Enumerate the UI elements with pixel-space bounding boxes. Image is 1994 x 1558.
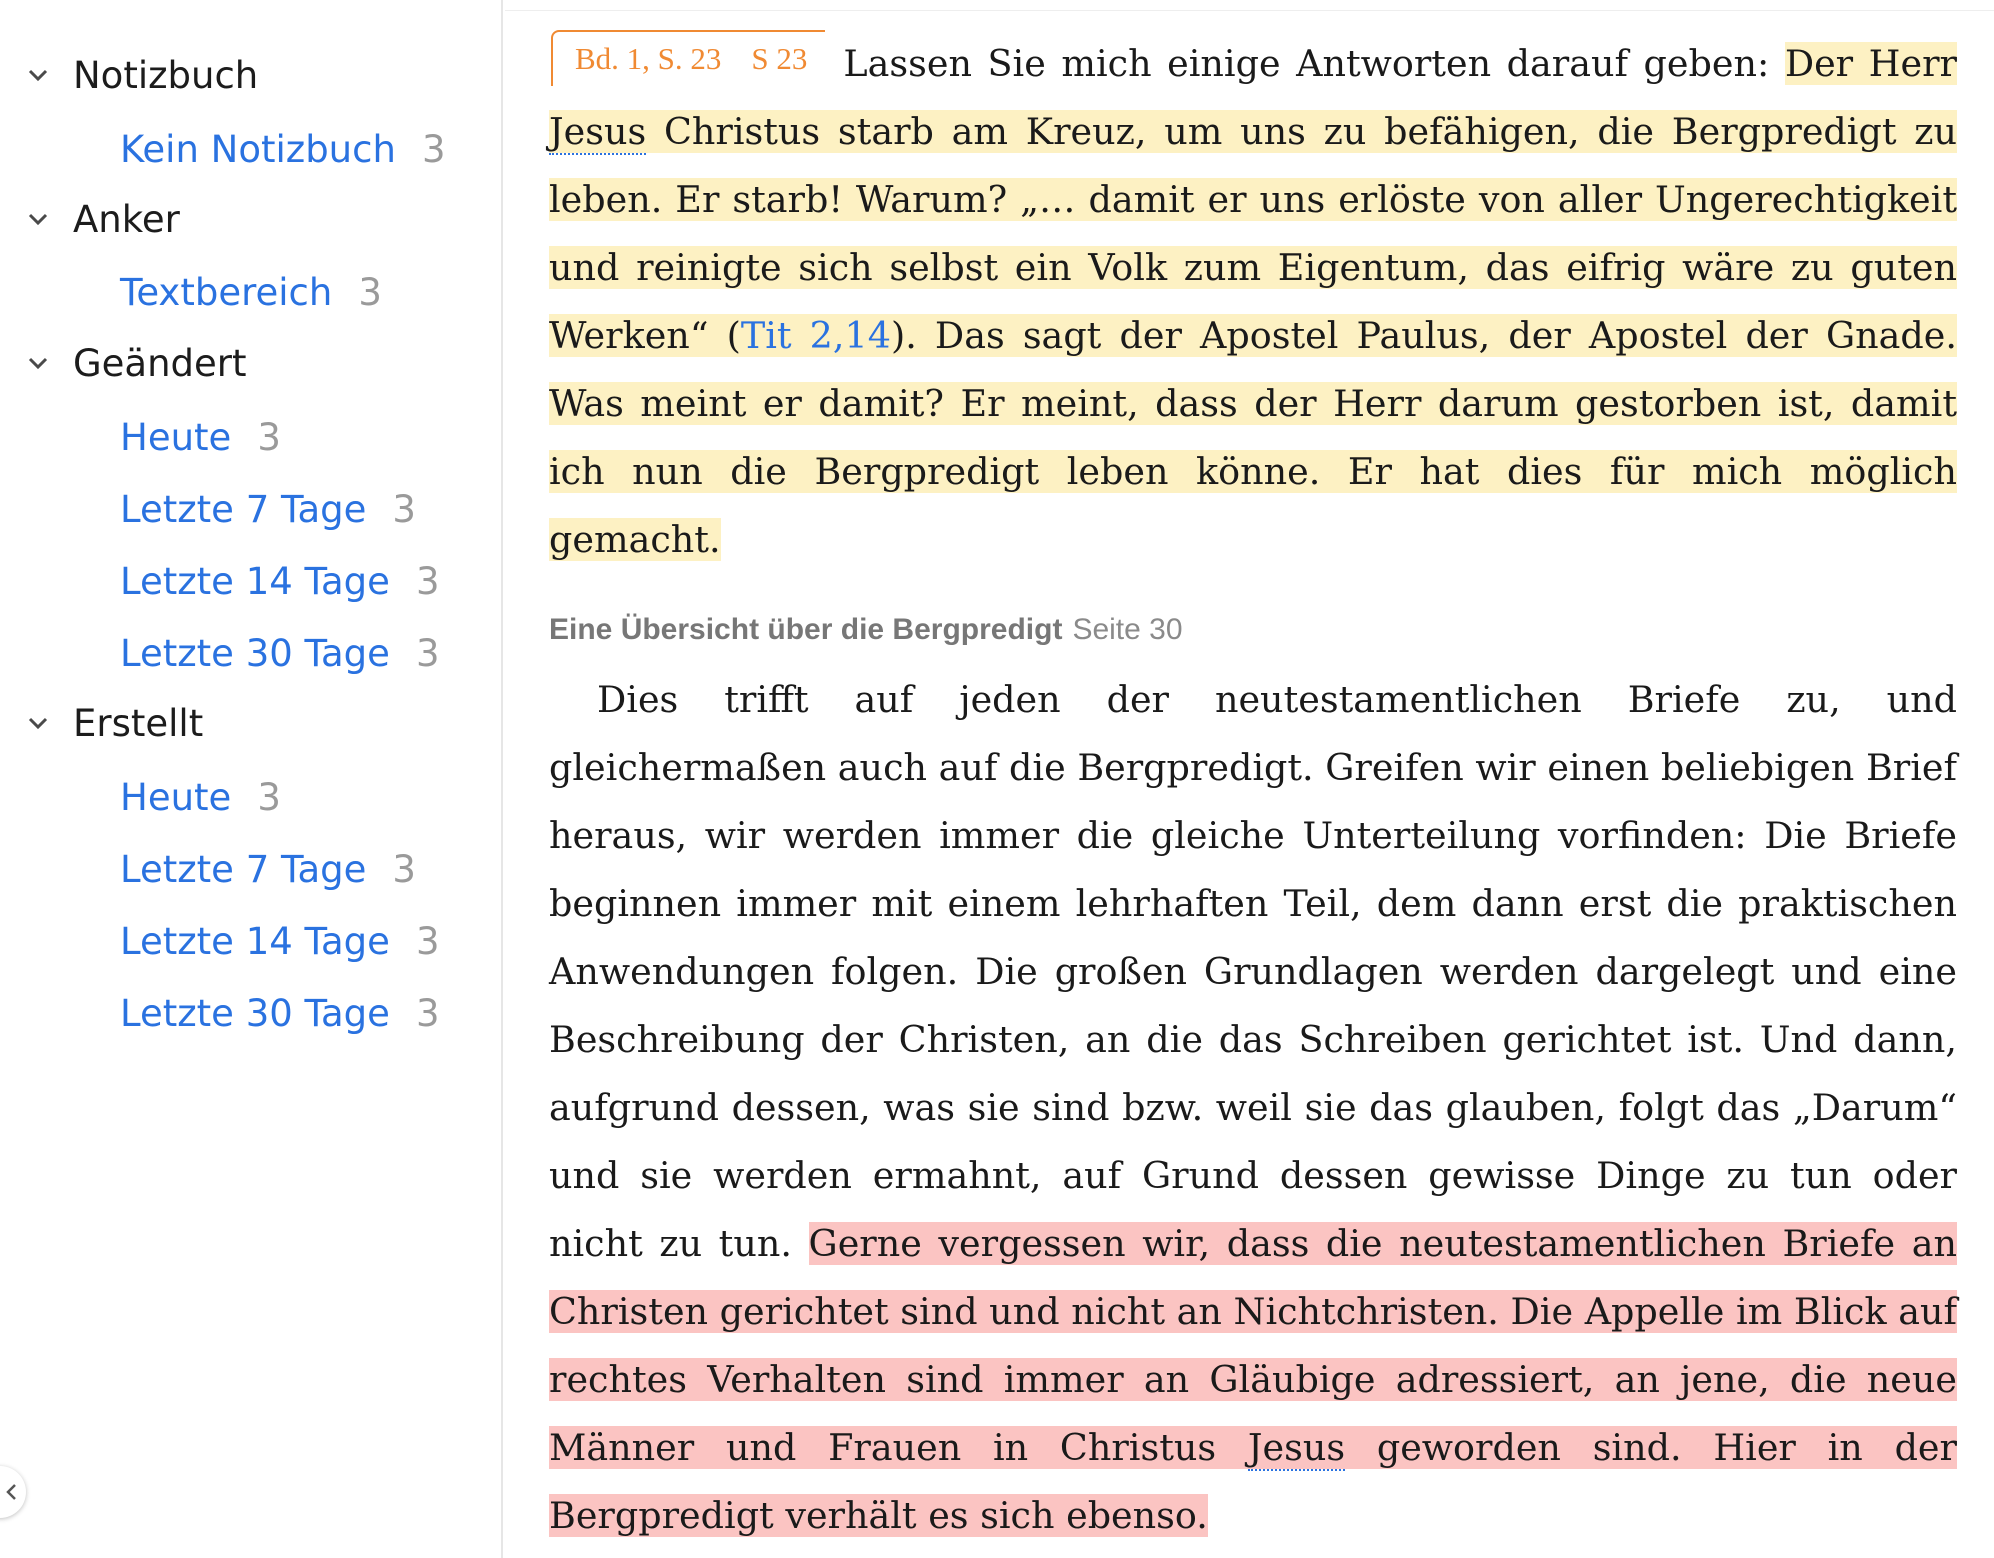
- intro-text: Lassen Sie mich einige Antworten darauf geben:: [843, 42, 1770, 85]
- sidebar-item-label: Heute: [120, 415, 232, 459]
- item-count: 3: [415, 631, 440, 675]
- paragraph-2: [549, 666, 1957, 1550]
- collapse-sidebar-button[interactable]: [0, 1466, 26, 1518]
- sidebar-item-label: Kein Notizbuch: [120, 127, 396, 171]
- highlight-yellow[interactable]: [549, 42, 1957, 561]
- sidebar-item-label: Letzte 7 Tage: [120, 847, 367, 891]
- highlight-text: Gerne vergessen wir, dass die neutestamentlichen Briefe an Christen gerichtet sind und nicht an Nichtchristen. Die Appelle im Blick auf rechtes Verhalten sind immer an Gläubige adressiert, an jene, die neue Männer und Frauen in Christus: [549, 1222, 1957, 1469]
- sidebar-item-geaendert-heute[interactable]: [120, 412, 281, 462]
- sidebar-item-erstellt-heute[interactable]: [120, 772, 281, 822]
- paragraph-1: [549, 30, 1957, 574]
- sidebar-item-label: Letzte 14 Tage: [120, 919, 390, 963]
- group-anker[interactable]: [25, 194, 180, 244]
- scroll-top-edge: [505, 0, 1994, 11]
- sidebar-item-label: Letzte 30 Tage: [120, 631, 390, 675]
- group-notizbuch[interactable]: [25, 50, 258, 100]
- item-count: 3: [257, 415, 281, 459]
- item-count: 3: [257, 775, 281, 819]
- sidebar-item-label: Letzte 30 Tage: [120, 991, 390, 1035]
- sidebar-item-geaendert-14-tage[interactable]: [120, 556, 439, 606]
- group-title: Notizbuch: [73, 53, 259, 97]
- item-count: 3: [415, 919, 440, 963]
- item-count: 3: [415, 991, 440, 1035]
- group-title: Anker: [73, 197, 180, 241]
- scripture-reference-link[interactable]: Tit 2,14: [740, 314, 891, 357]
- sidebar-item-label: Letzte 7 Tage: [120, 487, 367, 531]
- item-count: 3: [421, 127, 446, 171]
- group-title: Erstellt: [73, 701, 204, 745]
- group-geaendert[interactable]: [25, 338, 247, 388]
- item-count: 3: [415, 559, 440, 603]
- section-title: Eine Übersicht über die Bergpredigt: [549, 613, 1063, 646]
- sidebar-item-kein-notizbuch[interactable]: [120, 124, 445, 174]
- item-count: 3: [358, 270, 382, 314]
- sidebar-item-label: Textbereich: [120, 270, 333, 314]
- highlight-red[interactable]: [549, 1222, 1957, 1537]
- term-link-jesus[interactable]: Jesus: [1247, 1426, 1346, 1469]
- section-heading: [549, 608, 1183, 652]
- highlight-text: geworden sind. Hier in der Bergpredigt verhält es sich ebenso.: [549, 1426, 1957, 1537]
- sidebar-item-textbereich[interactable]: [120, 267, 382, 317]
- highlight-text: Der Herr: [1784, 42, 1957, 85]
- sidebar-item-erstellt-30-tage[interactable]: [120, 988, 439, 1038]
- sidebar-item-geaendert-30-tage[interactable]: [120, 628, 439, 678]
- highlight-text: ). Das sagt der Apostel Paulus, der Apostel der Gnade. Was meint er damit? Er meint, dass der Herr darum gestorben ist, damit ich nun die Bergpredigt leben könne. Er hat dies für mich möglich gemacht.: [549, 314, 1957, 561]
- reader-pane: [505, 0, 1994, 1558]
- page-number: 23: [776, 41, 808, 76]
- sidebar-item-label: Heute: [120, 775, 232, 819]
- highlight-text: Christus starb am Kreuz, um uns zu befähigen, die Bergpredigt zu leben. Er starb! Warum? „… damit er uns erlöste von aller Ungerechtigkeit und reinigte sich selbst ein Volk zum Eigentum, das eifrig wäre zu guten Werken“ (: [549, 110, 1957, 357]
- page-reference-badge[interactable]: [551, 30, 825, 86]
- chevron-down-icon[interactable]: [25, 62, 51, 88]
- chevron-down-icon[interactable]: [25, 710, 51, 736]
- chevron-down-icon[interactable]: [25, 206, 51, 232]
- plain-text: Dies trifft auf jeden der neutestamentlichen Briefe zu, und gleichermaßen auch auf die Bergpredigt. Greifen wir einen beliebigen Brief heraus, wir werden immer die gleiche Unterteilung vorfinden: Die Briefe beginnen immer mit einem lehrhaften Teil, dem dann erst die praktischen Anwendungen folgen. Die großen Grundlagen werden dargelegt und eine Beschreibung der Christen, an die das Schreiben gerichtet ist. Und dann, aufgrund dessen, was sie sind bzw. weil sie das glauben, folgt das „Darum“ und sie werden ermahnt, auf Grund dessen gewisse Dinge zu tun oder nicht zu tun.: [549, 678, 1957, 1265]
- item-count: 3: [392, 487, 416, 531]
- chevron-left-icon: [4, 1482, 18, 1502]
- sidebar-item-geaendert-7-tage[interactable]: [120, 484, 416, 534]
- term-link-jesus[interactable]: Jesus: [549, 110, 647, 153]
- item-count: 3: [392, 847, 416, 891]
- sidebar-item-label: Letzte 14 Tage: [120, 559, 390, 603]
- group-erstellt[interactable]: [25, 698, 203, 748]
- section-page: Seite 30: [1072, 613, 1183, 646]
- sidebar-item-erstellt-7-tage[interactable]: [120, 844, 416, 894]
- page-label: S: [751, 41, 769, 76]
- sidebar: [0, 0, 503, 1558]
- sidebar-item-erstellt-14-tage[interactable]: [120, 916, 439, 966]
- volume-reference: Bd. 1, S. 23: [575, 41, 722, 76]
- chevron-down-icon[interactable]: [25, 350, 51, 376]
- group-title: Geändert: [73, 341, 247, 385]
